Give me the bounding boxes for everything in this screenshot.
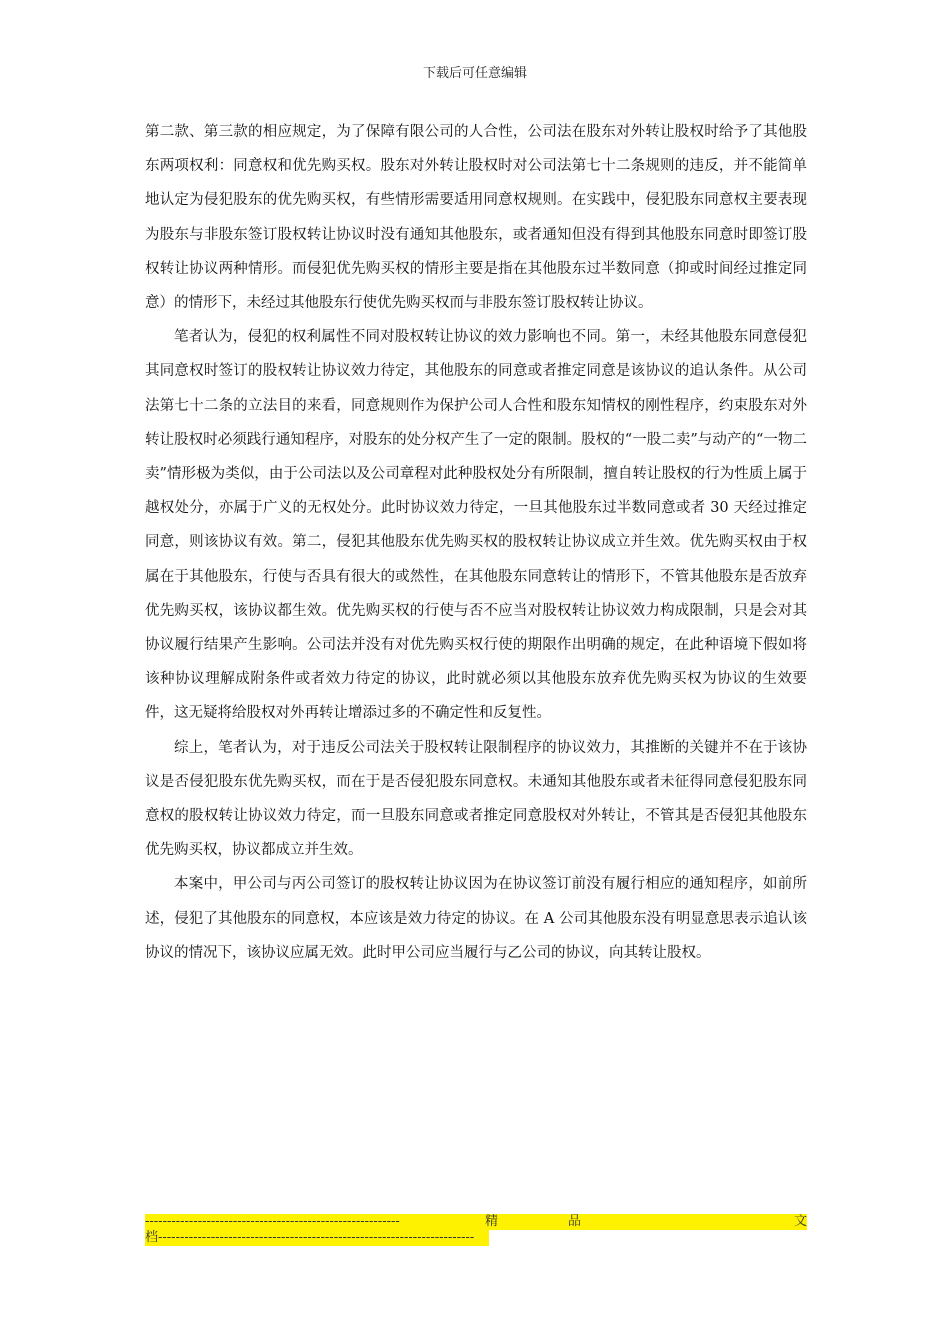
footer-word-pin: 品 [568,1214,582,1229]
footer-word-wen: 文 [793,1214,807,1229]
paragraph-2: 笔者认为，侵犯的权利属性不同对股权转让协议的效力影响也不同。第一，未经其他股东同意侵犯其同意权时签订的股权转让协议效力待定，其他股东的同意或者推定同意是该协议的追认条件。从公司法第七十二条的立法目的来看，同意规则作为保护公司人合性和股东知情权的刚性程序，约束股东对外转让股权时必须践行通知程序，对股东的处分权产生了一定的限制。股权的“一股二卖”与动产的“一物二卖”情形极为类似，由于公司法以及公司章程对此种股权处分有所限制，擅自转让股权的行为性质上属于越权处分，亦属于广义的无权处分。此时协议效力待定，一旦其他股东过半数同意或者 30 天经过推定同意，则该协议有效。第二，侵犯其他股东优先购买权的股权转让协议成立并生效。优先购买权由于权属在于其他股东，行使与否具有很大的或然性，在其他股东同意转让的情形下，不管其他股东是否放弃优先购买权，该协议都生效。优先购买权的行使与否不应当对股权转让协议效力构成限制，只是会对其协议履行结果产生影响。公司法并没有对优先购买权行使的期限作出明确的规定，在此种语境下假如将该种协议理解成附条件或者效力待定的协议，此时就必须以其他股东放弃优先购买权为协议的生效要件，这无疑将给股权对外再转让增添过多的不确定性和反复性。 [145,329,807,722]
footer-line-2: 档------------------------------------------------------------------------ [145,1230,489,1246]
footer-banner [145,1214,807,1251]
paragraph-3: 综上，笔者认为，对于违反公司法关于股权转让限制程序的协议效力，其推断的关键并不在于该协议是否侵犯股东优先购买权，而在于是否侵犯股东同意权。未通知其他股东或者未征得同意侵犯股东同意权的股权转让协议效力待定，而一旦股东同意或者推定同意股权对外转让，不管其是否侵犯其他股东优先购买权，协议都成立并生效。 [145,739,807,859]
document-body [145,115,807,970]
paragraph-4: 本案中，甲公司与丙公司签订的股权转让协议因为在协议签订前没有履行相应的通知程序，如前所述，侵犯了其他股东的同意权，本应该是效力待定的协议。在 A 公司其他股东没有明显意思表示追认该协议的情况下，该协议应属无效。此时甲公司应当履行与乙公司的协议，向其转让股权。 [145,876,807,961]
footer-dashes: ---------------------------------------------------------- [145,1214,400,1229]
footer-word-jing: 精 [485,1214,499,1229]
paragraph-1: 第二款、第三款的相应规定，为了保障有限公司的人合性，公司法在股东对外转让股权时给予了其他股东两项权利：同意权和优先购买权。股东对外转让股权时对公司法第七十二条规则的违反，并不能简单地认定为侵犯股东的优先购买权，有些情形需要适用同意权规则。在实践中，侵犯股东同意权主要表现为股东与非股东签订股权转让协议时没有通知其他股东，或者通知但没有得到其他股东同意时即签订股权转让协议两种情形。而侵犯优先购买权的情形主要是指在其他股东过半数同意（抑或时间经过推定同意）的情形下，未经过其他股东行使优先购买权而与非股东签订股权转让协议。 [145,124,807,312]
page-header: 下载后可任意编辑 [422,66,527,81]
footer-line-1 [145,1214,807,1230]
